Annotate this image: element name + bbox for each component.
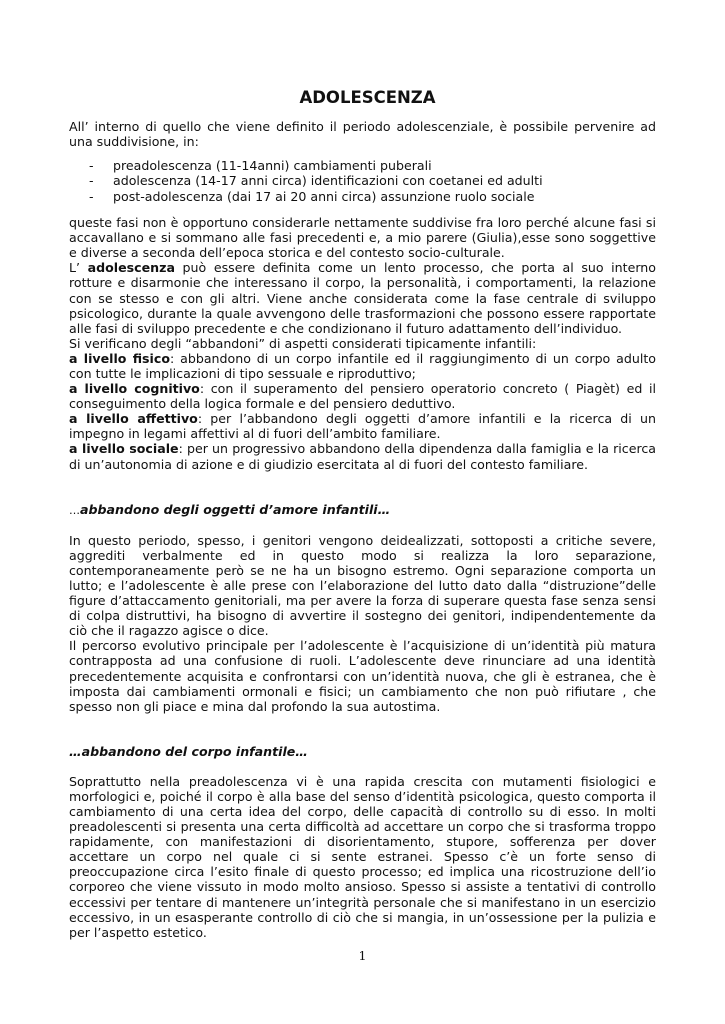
dash-bullet: - (89, 158, 94, 174)
level-physical: a livello fisico: abbandono di un corpo infantile ed il raggiungimento di un corpo adulto con tutte le implicazioni di tipo sessuale e riproduttivo; (69, 350, 656, 382)
document-page (69, 88, 656, 940)
list-item: - adolescenza (14-17 anni circa) identificazioni con coetanei ed adulti (89, 173, 543, 189)
section-heading-body: …abbandono del corpo infantile… (69, 743, 308, 759)
intro-paragraph: All’ interno di quello che viene definito il periodo adolescenziale, è possibile pervenire ad una suddivisione, in: (69, 119, 656, 150)
dash-bullet: - (89, 173, 94, 189)
page-number: 1 (358, 948, 367, 963)
dash-bullet: - (89, 188, 94, 204)
list-item: - post-adolescenza (dai 17 ai 20 anni circa) assunzione ruolo sociale (89, 188, 535, 204)
level-cognitive: a livello cognitivo: con il superamento del pensiero operatorio concreto ( Piagèt) ed il conseguimento della logica formale e del pensiero deduttivo. (69, 381, 656, 412)
phases-note-paragraph: queste fasi non è opportuno considerarle nettamente suddivise fra loro perché alcune fasi si accavallano e si sommano alle fasi precedenti e, a mio parere (Giulia),esse sono soggettive e diverse a seconda dell’epoca storica e del contesto socio-culturale. (69, 215, 656, 261)
section1-paragraph-1: In questo periodo, spesso, i genitori vengono deidealizzati, sottoposti a critiche severe, aggrediti verbalmente ed in questo modo si realizza la loro separazione, contemporaneamente però se ne ha un bisogno estremo. Ogni separazione comporta un lutto; e l’adolescente è alle prese con l’elaborazione del lutto dato dalla “distruzione”delle figure d’attaccamento genitoriali, ma per avere la forza di superare questa fase senza sensi di colpa distruttivi, ha bisogno di avvertire il sostegno dei genitori, indipendentemente da ciò che il ragazzo agisce o dice. (69, 532, 656, 639)
section-heading-love-objects: …abbandono degli oggetti d’amore infantili… (69, 501, 391, 517)
phases-list (69, 158, 656, 204)
document-title: ADOLESCENZA (299, 88, 436, 107)
section2-paragraph-1: Soprattutto nella preadolescenza vi è una rapida crescita con mutamenti fisiologici e morfologici e, poiché il corpo è alla base del senso d’identità psicologica, questo comporta il cambiamento di una certa idea del corpo, delle capacità di controllo su di esso. In molti preadolescenti si presenta una certa difficoltà ad accettare un corpo che si trasforma troppo rapidamente, con manifestazioni di disorientamento, stupore, sofferenza per dover accettare un corpo nel quale ci si sente estranei. Spesso c’è un forte senso di preoccupazione circa l’esito finale di questo processo; ed implica una ricostruzione dell’io corporeo che viene vissuto in modo molto ansioso. Spesso si assiste a tentativi di controllo eccessivi per tentare di mantenere un’integrità personale che si manifestano in un esercizio eccessivo, in un esasperante controllo di ciò che si mangia, in un’ossessione per la pulizia e per l’aspetto estetico. (69, 773, 656, 940)
adolescence-definition-paragraph: L’ adolescenza può essere definita come un lento processo, che porta al suo interno rotture e disarmonie che interessano il corpo, la personalità, i comportamenti, la relazione con se stesso e con gli altri. Viene anche considerata come la fase centrale di sviluppo psicologico, durante la quale avvengono delle trasformazioni che possono essere rapportate alle fasi di sviluppo precedente e che condizionano il futuro adattamento dell’individuo. (69, 260, 656, 336)
list-item: - preadolescenza (11-14anni) cambiamenti puberali (89, 158, 432, 174)
abandonments-intro: Si verificano degli “abbandoni” di aspetti considerati tipicamente infantili: (69, 335, 537, 351)
section1-paragraph-2: Il percorso evolutivo principale per l’adolescente è l’acquisizione di un’identità più matura contrapposta ad una confusione di ruoli. L’adolescente deve rinunciare ad una identità precedentemente acquisita e confrontarsi con un’identità nuova, che gli è estranea, che è imposta dai cambiamenti ormonali e fisici; un cambiamento che non può rifiutare , che spesso non gli piace e mina dal profondo la sua autostima. (69, 638, 656, 714)
level-affective: a livello affettivo: per l’abbandono degli oggetti d’amore infantili e la ricerca di un impegno in legami affettivi al di fuori dell’ambito familiare. (69, 411, 656, 442)
level-social: a livello sociale: per un progressivo abbandono della dipendenza dalla famiglia e la ricerca di un’autonomia di azione e di giudizio esercitata al di fuori del contesto familiare. (69, 441, 656, 472)
